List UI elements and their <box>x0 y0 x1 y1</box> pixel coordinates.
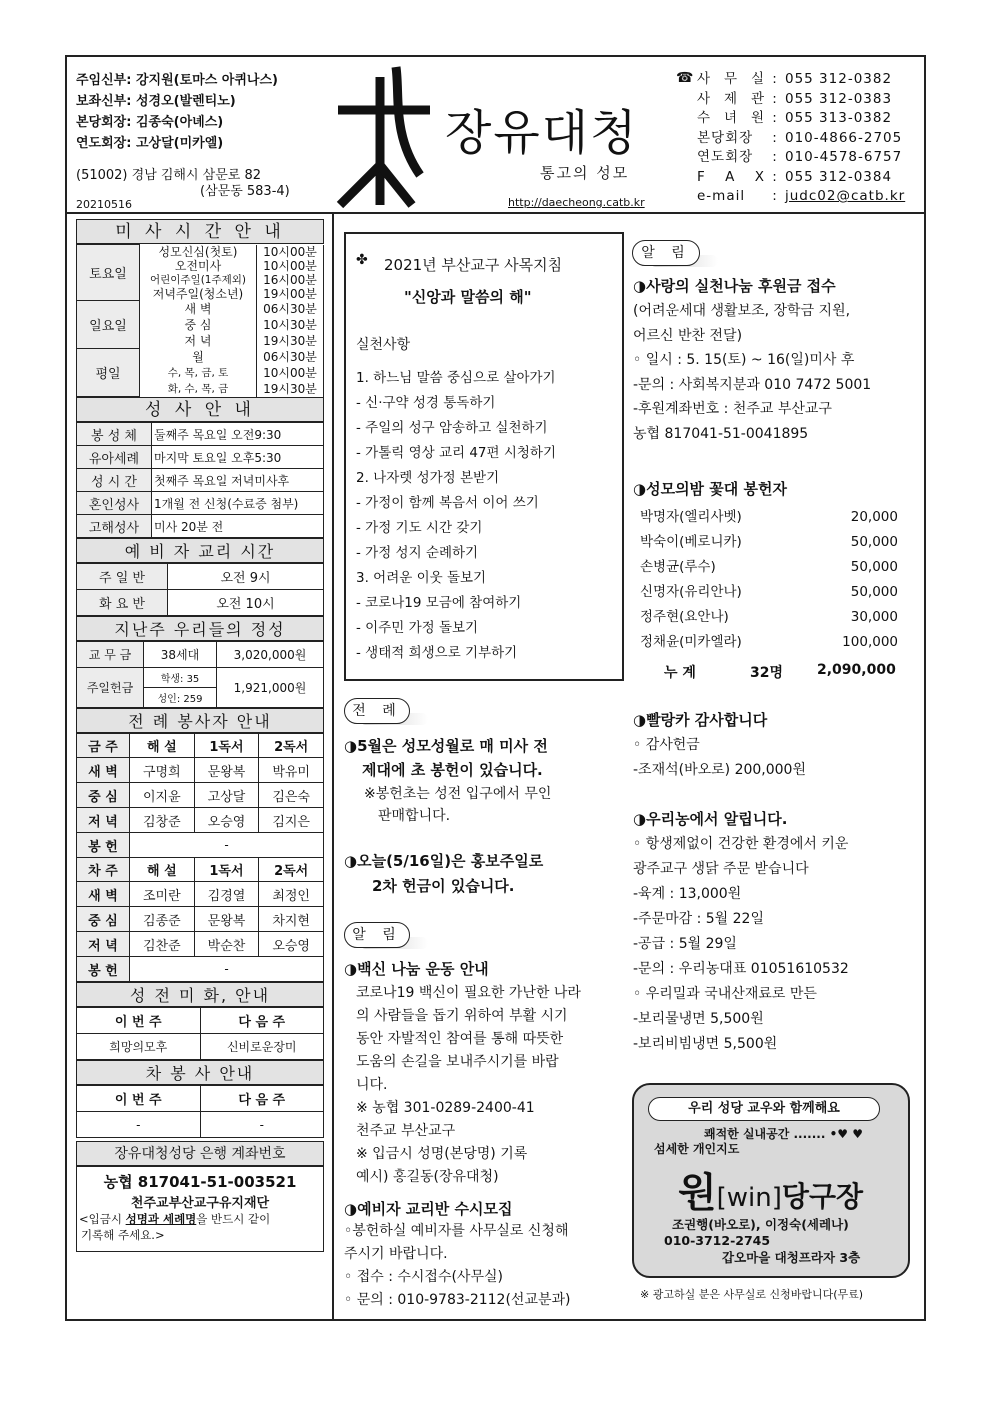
mass-row <box>77 245 324 259</box>
ad-box <box>632 1083 910 1278</box>
assistant-line: 보좌신부: 성경오(발렌티노) <box>76 94 236 109</box>
servers-slot: 새 벽 <box>77 882 130 907</box>
sacrament-time: 첫째주 목요일 저녁미사후 <box>152 469 324 492</box>
servers-slot: 중 심 <box>77 907 130 932</box>
sacrament-name: 봉 성 체 <box>77 423 152 446</box>
servers-row <box>77 932 324 957</box>
vaccine-title: ◑백신 나눔 운동 안내 <box>344 960 489 978</box>
contact-separator: : <box>772 149 778 165</box>
pastor-line: 주임신부: 강지원(토마스 아퀴나스) <box>76 73 278 88</box>
contact-separator: : <box>772 168 778 185</box>
sacrament-name: 유아세례 <box>77 446 152 469</box>
contact-row <box>697 148 905 168</box>
practice-item: 2. 나자렛 성가정 본받기 <box>356 470 500 486</box>
bank-account: 농협 817041-51-003521 <box>103 1173 297 1191</box>
love-line: -후원계좌번호 : 천주교 부산교구 <box>633 401 832 417</box>
clergy-list <box>76 70 278 154</box>
bank-title: 장유대청성당 은행 계좌번호 <box>76 1141 324 1166</box>
farm-line: -보리물냉면 5,500원 <box>633 1011 764 1027</box>
sacrament-row <box>77 446 324 469</box>
mass-name: 성모신심(첫토) <box>140 245 257 259</box>
servers-name: 조미란 <box>130 882 195 907</box>
donor-amount: 50,000 <box>850 584 898 600</box>
contact-row <box>697 90 905 110</box>
farm-title: ◑우리농에서 알립니다. <box>633 810 788 828</box>
servers-header: 2독서 <box>259 734 324 758</box>
donor-amount: 50,000 <box>850 559 898 575</box>
car-table <box>76 1085 324 1138</box>
donor-row <box>640 630 898 655</box>
donor-amount: 30,000 <box>850 609 898 625</box>
liturgy-heading-2b: 2차 헌금이 있습니다. <box>372 877 515 895</box>
heart-icon: •♥ ♥ <box>829 1127 863 1141</box>
mass-time: 10시00분 <box>257 245 324 259</box>
servers-name: 고상달 <box>194 783 259 808</box>
catechumen-class: 주 일 반 <box>77 564 168 590</box>
servers-offer-value: - <box>130 957 324 982</box>
mass-times-table <box>76 244 324 397</box>
bank-note-c: 을 반드시 같이 <box>196 1212 271 1226</box>
catechumen-row <box>77 590 324 616</box>
offering-title: 지난주 우리들의 정성 <box>76 616 324 641</box>
flowers-table <box>76 1007 324 1060</box>
love-line: 농협 817041-51-0041895 <box>633 425 809 442</box>
servers-name: 이지윤 <box>130 783 195 808</box>
servers-name: 김지은 <box>259 808 324 833</box>
contact-label: 연도회장 <box>697 149 754 165</box>
sacrament-row <box>77 469 324 492</box>
mass-name: 새 벽 <box>140 301 257 317</box>
mass-row <box>77 301 324 317</box>
love-line: ◦ 일시 : 5. 15(토) ~ 16(일)미사 후 <box>633 352 855 368</box>
sacrament-time: 미사 20분 전 <box>152 515 324 538</box>
practice-item: - 가정 기도 시간 갖기 <box>356 520 483 536</box>
issue-date: 20210516 <box>76 198 132 211</box>
donor-total-label: 누 계 <box>664 665 696 681</box>
servers-slot: 중 심 <box>77 783 130 808</box>
flower-donors-title: ◑성모의밤 꽃대 봉헌자 <box>633 480 787 498</box>
servers-header-row <box>77 734 324 758</box>
sacrament-name: 고해성사 <box>77 515 152 538</box>
mass-time: 06시30분 <box>257 301 324 317</box>
practice-item: 3. 어려운 이웃 돌보기 <box>356 570 487 586</box>
donor-row <box>640 580 898 605</box>
sacrament-row <box>77 423 324 446</box>
thanks-title: ◑빨랑카 감사합니다 <box>633 711 768 729</box>
servers-name: 구명희 <box>130 758 195 783</box>
servers-header: 해 설 <box>130 858 195 882</box>
contact-label: 사 무 실 <box>697 71 765 87</box>
servers-offer-row <box>77 957 324 982</box>
flowers-col-this: 이 번 주 <box>77 1008 201 1034</box>
vaccine-line: 의 사람들을 돕기 위하여 부활 시기 <box>356 1008 568 1024</box>
servers-name: 김창준 <box>130 808 195 833</box>
servers-name: 오승영 <box>259 932 324 957</box>
mass-name: 오전미사 <box>140 259 257 273</box>
liturgy-heading-1a: ◑5월은 성모성월로 매 미사 전 <box>344 737 548 755</box>
catechumen-time: 오전 10시 <box>168 590 324 616</box>
practice-list <box>356 366 556 666</box>
servers-name: 오승영 <box>194 808 259 833</box>
liturgy-note-1b: 판매합니다. <box>378 808 451 824</box>
mass-name: 수, 목, 금, 토 <box>140 365 257 381</box>
donor-amount: 50,000 <box>850 534 898 550</box>
pastoral-motto: "신앙과 말씀의 해" <box>404 288 532 306</box>
bank-note-a: <입금시 <box>79 1212 126 1226</box>
practice-item: - 이주민 가정 돌보기 <box>356 620 479 636</box>
vaccine-body <box>356 982 581 1189</box>
ad-banner: 우리 성당 교우와 함께해요 <box>648 1097 880 1121</box>
practice-item: - 코로나19 모금에 참여하기 <box>356 595 522 611</box>
servers-name: 문왕복 <box>194 758 259 783</box>
servers-header: 1독서 <box>194 734 259 758</box>
servers-offer-label: 봉 헌 <box>77 957 130 982</box>
sunday-adults: 성인: 259 <box>144 688 217 708</box>
flowers-next-week: 신비로운장미 <box>200 1034 324 1060</box>
mass-day: 평일 <box>77 349 140 397</box>
phone-icon: ☎ <box>676 70 694 86</box>
ad-brand-en: [win] <box>716 1183 782 1213</box>
contact-separator: : <box>772 110 778 126</box>
parish-subtitle: 통고의 성모 <box>540 164 630 182</box>
cross-logo <box>330 65 445 210</box>
mass-time: 06시30분 <box>257 349 324 365</box>
servers-header: 차 주 <box>77 858 130 882</box>
notice-tag-right: 알 림 <box>632 240 700 266</box>
car-col-this: 이 번 주 <box>77 1086 201 1112</box>
servers-name: 김찬준 <box>130 932 195 957</box>
donor-name: 박명자(엘리사벳) <box>640 509 742 525</box>
farm-line: -주문마감 : 5월 22일 <box>633 911 764 927</box>
servers-name: 김은숙 <box>259 783 324 808</box>
ad-line-1-text: 쾌적한 실내공간 ....... <box>704 1127 826 1141</box>
donor-row <box>640 605 898 630</box>
contact-separator: : <box>772 90 778 107</box>
love-body <box>633 299 871 446</box>
contact-list <box>697 70 905 207</box>
servers-title: 전 례 봉사자 안내 <box>76 708 324 733</box>
contact-value: 010-4866-2705 <box>785 129 903 146</box>
pastoral-box <box>344 232 624 681</box>
catechumen-table <box>76 563 324 616</box>
farm-body <box>633 832 849 1057</box>
address-line-1: (51002) 경남 김해시 삼문로 82 <box>76 168 262 183</box>
recruit-line: ◦봉헌하실 예비자를 사무실로 신청해 <box>344 1223 569 1239</box>
ad-footnote: ※ 광고하실 분은 사무실로 신청바랍니다(무료) <box>640 1288 864 1301</box>
contact-label: e-mail <box>697 188 746 204</box>
car-this-week: - <box>77 1112 201 1138</box>
recruit-line: ◦ 문의 : 010-9783-2112(선교분과) <box>344 1292 571 1308</box>
mass-name: 저녁주일(청소년) <box>140 287 257 301</box>
servers-row <box>77 808 324 833</box>
love-line: 어르신 반찬 전달) <box>633 327 743 344</box>
parish-title: 장유대청 <box>445 105 639 161</box>
servers-row <box>77 758 324 783</box>
website-link[interactable]: http://daecheong.catb.kr <box>508 196 645 209</box>
servers-name: 문왕복 <box>194 907 259 932</box>
recruit-line: 주시기 바랍니다. <box>344 1246 448 1262</box>
bank-note <box>77 1211 323 1227</box>
love-line: -문의 : 사회복지분과 010 7472 5001 <box>633 376 872 393</box>
servers-header: 1독서 <box>194 858 259 882</box>
ad-brand-big: 원 <box>678 1170 717 1216</box>
thanks-line: -조재석(바오로) 200,000원 <box>633 762 806 778</box>
mass-time: 10시30분 <box>257 317 324 333</box>
sacrament-time: 마지막 토요일 오후5:30 <box>152 446 324 469</box>
contact-value: 055 312-0382 <box>785 71 893 87</box>
servers-name: 박유미 <box>259 758 324 783</box>
bank-box <box>76 1166 324 1252</box>
practice-item: - 생태적 희생으로 기부하기 <box>356 645 518 661</box>
ad-owners: 조권행(바오로), 이정숙(세레나) <box>672 1217 849 1232</box>
servers-row <box>77 882 324 907</box>
vaccine-line: 예시) 홍길동(장유대청) <box>356 1169 499 1185</box>
tithe-label: 교 무 금 <box>77 642 144 668</box>
bank-note-bold: 성명과 세례명 <box>125 1212 197 1226</box>
servers-row <box>77 907 324 932</box>
mass-day: 일요일 <box>77 301 140 349</box>
mass-time: 19시30분 <box>257 333 324 349</box>
sacraments-table <box>76 422 324 538</box>
contact-value: 055 312-0384 <box>785 168 893 185</box>
pastoral-title: 2021년 부산교구 사목지침 <box>384 256 563 274</box>
servers-header-row <box>77 858 324 882</box>
servers-slot: 저 녁 <box>77 932 130 957</box>
catechumen-title: 예 비 자 교리 시간 <box>76 538 324 563</box>
liturgy-heading-1b: 제대에 초 봉헌이 있습니다. <box>362 761 543 779</box>
contact-value[interactable]: judc02@catb.kr <box>785 188 906 204</box>
contact-label: 본당회장 <box>697 129 754 146</box>
donor-row <box>640 530 898 555</box>
sacrament-name: 혼인성사 <box>77 492 152 515</box>
column-divider <box>332 212 334 1321</box>
ad-brand <box>678 1161 863 1218</box>
donor-total-amount: 2,090,000 <box>817 662 896 678</box>
sacraments-title: 성 사 안 내 <box>76 397 324 422</box>
farm-line: -보리비빔냉면 5,500원 <box>633 1036 778 1052</box>
donor-name: 신명자(유리안나) <box>640 584 742 600</box>
bank-holder: 천주교부산교구유지재단 <box>130 1196 270 1211</box>
mass-time: 19시00분 <box>257 287 324 301</box>
ad-line-2: 섬세한 개인지도 <box>654 1142 740 1156</box>
flowers-this-week: 희망의모후 <box>77 1034 201 1060</box>
servers-offer-row <box>77 833 324 858</box>
servers-header: 해 설 <box>130 734 195 758</box>
practice-item: - 주일의 성구 암송하고 실천하기 <box>356 420 548 436</box>
car-col-next: 다 음 주 <box>200 1086 324 1112</box>
servers-name: 최정인 <box>259 882 324 907</box>
mass-name: 저 녁 <box>140 333 257 349</box>
catechumen-class: 화 요 반 <box>77 590 168 616</box>
contact-row <box>697 70 905 90</box>
contact-label: F A X <box>697 168 765 185</box>
diocese-emblem-icon: ✤ <box>356 252 368 268</box>
servers-header: 금 주 <box>77 734 130 758</box>
contact-separator: : <box>772 129 778 146</box>
flowers-col-next: 다 음 주 <box>200 1008 324 1034</box>
header-divider <box>65 212 926 214</box>
sacrament-row <box>77 515 324 538</box>
mass-time: 16시00분 <box>257 273 324 287</box>
thanks-line: ◦ 감사헌금 <box>633 737 700 753</box>
servers-row <box>77 783 324 808</box>
servers-table <box>76 733 324 982</box>
donor-name: 정채윤(미카엘라) <box>640 634 742 650</box>
donor-row <box>640 505 898 530</box>
notice-tag-mid: 알 림 <box>344 922 410 948</box>
thanks-body <box>633 733 806 783</box>
sunday-collection-amount: 1,921,000원 <box>217 668 324 708</box>
practice-item: 1. 하느님 말씀 중심으로 살아가기 <box>356 370 556 386</box>
donor-name: 정주현(요안나) <box>640 609 729 625</box>
mass-time: 10시00분 <box>257 365 324 381</box>
contact-value: 055 313-0382 <box>785 110 893 126</box>
practice-label: 실천사항 <box>356 337 411 353</box>
sunday-students: 학생: 35 <box>144 668 217 688</box>
liturgy-note-1a: ※봉헌초는 성전 입구에서 무인 <box>364 786 552 802</box>
servers-name: 차지현 <box>259 907 324 932</box>
vaccine-line: 도움의 손길을 보내주시기를 바랍 <box>356 1054 559 1070</box>
farm-line: 광주교구 생닭 주문 받습니다 <box>633 861 809 877</box>
contact-separator: : <box>772 71 778 87</box>
ad-phone: 010-3712-2745 <box>664 1233 771 1248</box>
practice-item: - 가정이 함께 복음서 이어 쓰기 <box>356 495 539 511</box>
vaccine-line: 천주교 부산교구 <box>356 1123 456 1139</box>
mass-name: 화, 수, 목, 금 <box>140 381 257 397</box>
sacrament-row <box>77 492 324 515</box>
offering-table <box>76 641 324 708</box>
practice-item: - 가톨릭 영상 교리 47편 시청하기 <box>356 445 556 461</box>
farm-line: -공급 : 5월 29일 <box>633 936 737 952</box>
mass-time: 19시30분 <box>257 381 324 397</box>
servers-offer-label: 봉 헌 <box>77 833 130 858</box>
car-title: 차 봉 사 안내 <box>76 1060 324 1085</box>
mass-name: 중 심 <box>140 317 257 333</box>
vaccine-line: ※ 농협 301-0289-2400-41 <box>356 1100 535 1116</box>
flowers-title: 성 전 미 화, 안내 <box>76 982 324 1007</box>
contact-row <box>697 168 905 188</box>
mass-name: 월 <box>140 349 257 365</box>
ad-location: 갑오마을 대청프라자 3층 <box>722 1250 861 1265</box>
love-title: ◑사랑의 실천나눔 후원금 접수 <box>633 277 836 295</box>
vaccine-line: 코로나19 백신이 필요한 가난한 나라 <box>356 985 581 1001</box>
servers-name: 김경열 <box>194 882 259 907</box>
tithe-amount: 3,020,000원 <box>217 642 324 668</box>
donor-amount: 20,000 <box>850 509 898 525</box>
mass-times-title: 미 사 시 간 안 내 <box>76 219 324 244</box>
recruit-body <box>344 1220 570 1312</box>
contact-value: 010-4578-6757 <box>785 149 903 165</box>
contact-row <box>697 187 905 207</box>
donor-name: 손병균(루수) <box>640 559 716 575</box>
sacrament-time: 1개월 전 신청(수료증 첨부) <box>152 492 324 515</box>
bank-note-2: 기록해 주세요.> <box>81 1228 165 1242</box>
liturgy-heading-2a: ◑오늘(5/16일)은 홍보주일로 <box>344 852 544 870</box>
mass-name: 어린이주일(1주제외) <box>140 273 257 287</box>
youth-rep-line: 연도회장: 고상달(미카엘) <box>76 136 224 151</box>
mass-time: 10시00분 <box>257 259 324 273</box>
parish-rep-line: 본당회장: 김종숙(아녜스) <box>76 115 224 130</box>
practice-item: - 가정 성지 순례하기 <box>356 545 479 561</box>
contact-label: 수 녀 원 <box>697 110 765 126</box>
contact-row <box>697 129 905 149</box>
servers-slot: 새 벽 <box>77 758 130 783</box>
mass-day: 토요일 <box>77 245 140 301</box>
servers-slot: 저 녁 <box>77 808 130 833</box>
vaccine-line: 니다. <box>356 1077 388 1093</box>
donor-name: 박숙이(베로니카) <box>640 534 742 550</box>
vaccine-line: ※ 입금시 성명(본당명) 기록 <box>356 1146 528 1162</box>
servers-name: 김종준 <box>130 907 195 932</box>
left-column <box>76 219 324 1252</box>
sacrament-time: 둘째주 목요일 오전9:30 <box>152 423 324 446</box>
love-line: (어려운세대 생활보조, 장학금 지원, <box>633 303 851 319</box>
servers-header: 2독서 <box>259 858 324 882</box>
practice-item: - 신·구약 성경 통독하기 <box>356 395 496 411</box>
liturgy-tag: 전 례 <box>344 698 410 724</box>
farm-line: ◦ 우리밀과 국내산재료로 만든 <box>633 986 817 1002</box>
servers-offer-value: - <box>130 833 324 858</box>
donor-total-count: 32명 <box>750 665 784 681</box>
ad-brand-rest: 당구장 <box>781 1180 864 1213</box>
contact-separator: : <box>772 188 778 204</box>
vaccine-line: 동안 자발적인 참여를 통해 따뜻한 <box>356 1031 564 1047</box>
contact-value: 055 312-0383 <box>785 90 893 107</box>
catechumen-row <box>77 564 324 590</box>
farm-line: -문의 : 우리농대표 01051610532 <box>633 961 849 977</box>
sunday-collection-label: 주일헌금 <box>77 668 144 708</box>
car-next-week: - <box>200 1112 324 1138</box>
farm-line: ◦ 항생제없이 건강한 환경에서 키운 <box>633 836 849 852</box>
donor-amount: 100,000 <box>842 634 898 650</box>
mass-row <box>77 349 324 365</box>
recruit-title: ◑예비자 교리반 수시모집 <box>344 1200 513 1218</box>
donor-table <box>640 505 898 655</box>
donor-row <box>640 555 898 580</box>
tithe-households: 38세대 <box>144 642 217 668</box>
farm-line: -육계 : 13,000원 <box>633 886 742 902</box>
recruit-line: ◦ 접수 : 수시접수(사무실) <box>344 1269 503 1285</box>
contact-label: 사 제 관 <box>697 90 765 107</box>
servers-name: 박순찬 <box>194 932 259 957</box>
catechumen-time: 오전 9시 <box>168 564 324 590</box>
sacrament-name: 성 시 간 <box>77 469 152 492</box>
contact-row <box>697 109 905 129</box>
address-line-2: (삼문동 583-4) <box>200 184 290 199</box>
